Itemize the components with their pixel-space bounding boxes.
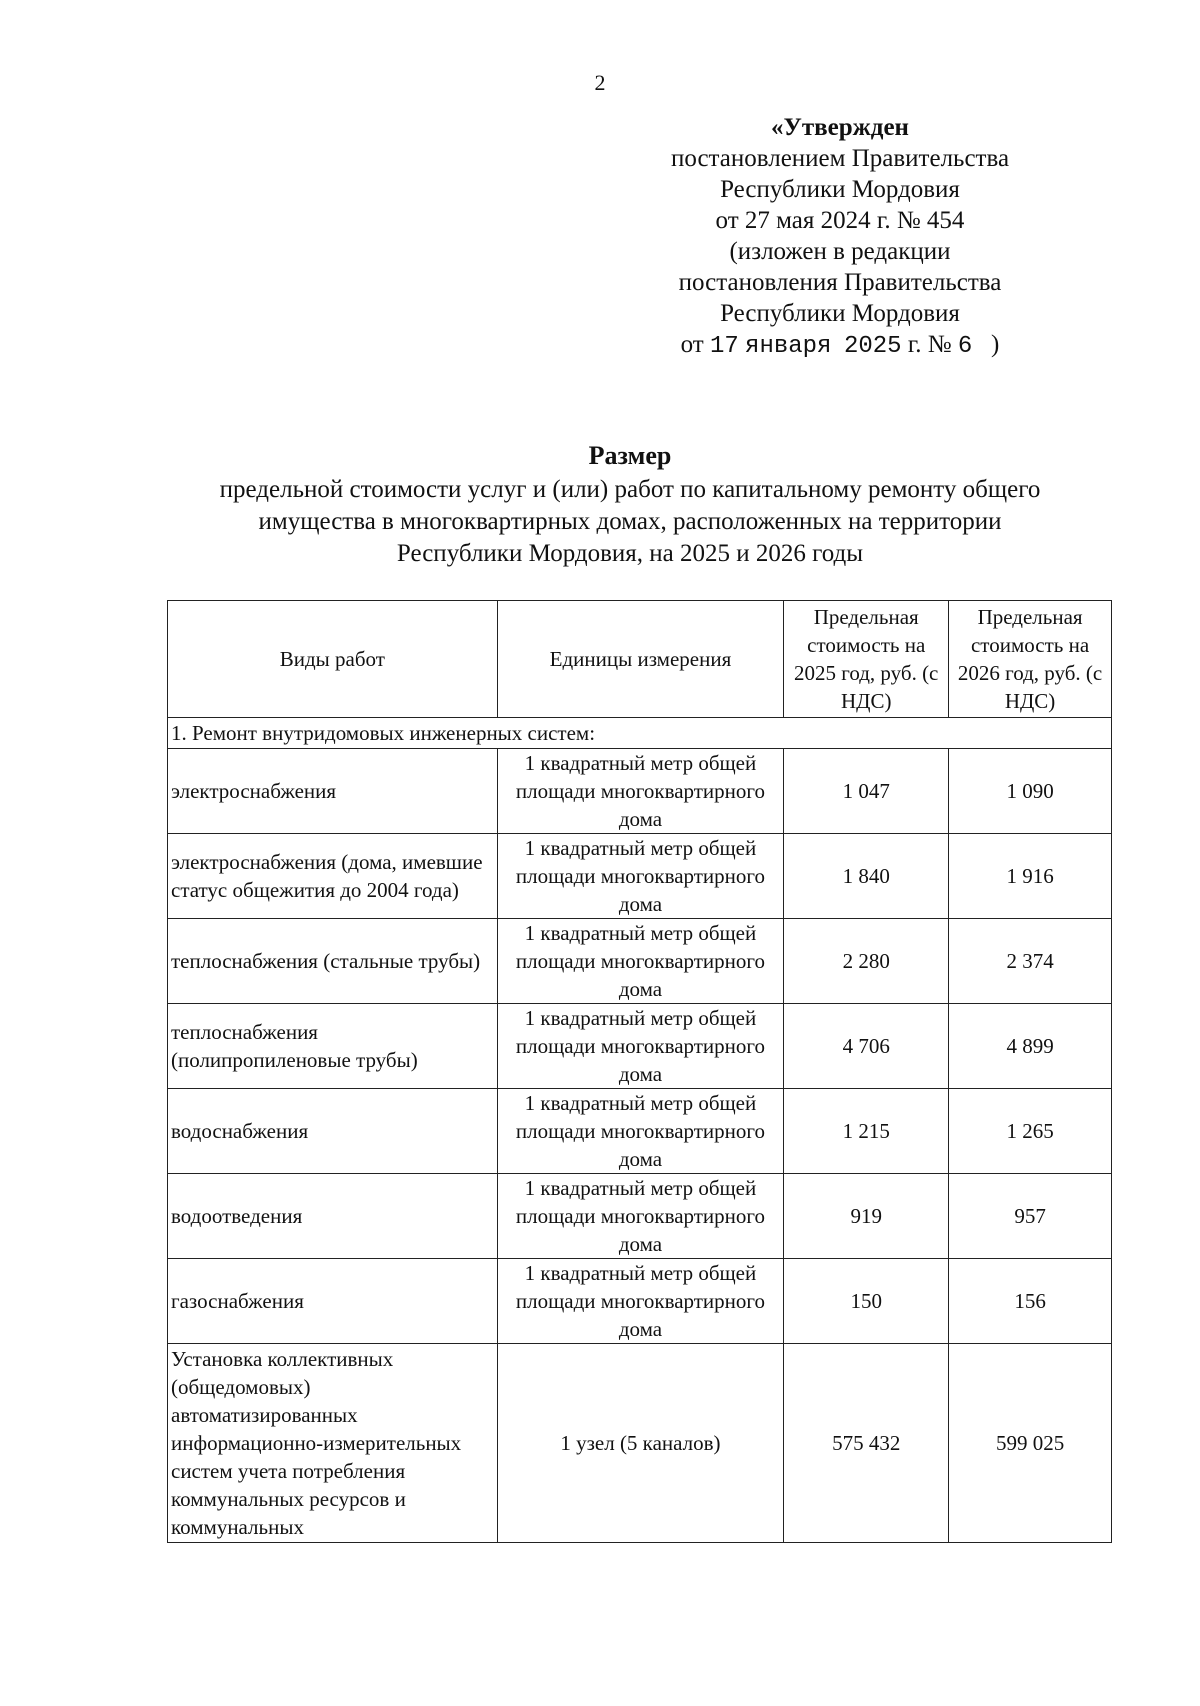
table-row [168, 834, 1112, 919]
approval-line: от 27 мая 2024 г. № 454 [715, 207, 965, 234]
cell-unit: 1 квадратный метр общей площади многоквартирного дома [497, 749, 784, 834]
cell-work-type: Установка коллективных (общедомовых) автоматизированных информационно-измерительных систем учета потребления коммунальных ресурсов и коммунальных [168, 1344, 498, 1543]
table-row [168, 1004, 1112, 1089]
cell-cost-2026: 2 374 [949, 919, 1112, 1004]
cell-work-type: водоотведения [168, 1174, 498, 1259]
cell-cost-2026: 1 916 [949, 834, 1112, 919]
cell-cost-2026: 1 265 [949, 1089, 1112, 1174]
title-heading: Размер [588, 441, 672, 470]
cell-unit: 1 квадратный метр общей площади многоквартирного дома [497, 834, 784, 919]
cell-unit: 1 узел (5 каналов) [497, 1344, 784, 1543]
table-row [168, 919, 1112, 1004]
cell-cost-2026: 156 [949, 1259, 1112, 1344]
approval-date-prefix: от [680, 331, 704, 358]
cell-cost-2026: 599 025 [949, 1344, 1112, 1543]
title-line: предельной стоимости услуг и (или) работ по капитальному ремонту общего [219, 476, 1041, 503]
approval-date-year: 2025 [843, 333, 902, 360]
cell-cost-2025: 919 [784, 1174, 949, 1259]
cell-cost-2026: 4 899 [949, 1004, 1112, 1089]
title-line: Республики Мордовия, на 2025 и 2026 годы [396, 540, 864, 567]
cell-work-type: теплоснабжения (полипропиленовые трубы) [168, 1004, 498, 1089]
approval-date-suffix: г. № [907, 331, 952, 358]
cell-unit: 1 квадратный метр общей площади многоквартирного дома [497, 1089, 784, 1174]
cell-unit: 1 квадратный метр общей площади многоквартирного дома [497, 919, 784, 1004]
section-title: 1. Ремонт внутридомовых инженерных систем: [168, 718, 1112, 749]
table-row [168, 1174, 1112, 1259]
cost-table [167, 600, 1112, 1543]
table-section-row [168, 718, 1112, 749]
header-cost-2026: Предельная стоимость на 2026 год, руб. (с НДС) [949, 601, 1112, 718]
approval-close-paren: ) [991, 331, 1000, 358]
approval-date-day: 17 [709, 333, 739, 360]
approval-line: постановлением Правительства [670, 145, 1010, 172]
cell-unit: 1 квадратный метр общей площади многоквартирного дома [497, 1174, 784, 1259]
cell-unit: 1 квадратный метр общей площади многоквартирного дома [497, 1004, 784, 1089]
cell-cost-2026: 1 090 [949, 749, 1112, 834]
document-title [140, 440, 1120, 570]
header-cost-2025: Предельная стоимость на 2025 год, руб. (с НДС) [784, 601, 949, 718]
approval-line: Республики Мордовия [720, 300, 960, 327]
cell-cost-2025: 2 280 [784, 919, 949, 1004]
cell-work-type: электроснабжения (дома, имевшие статус общежития до 2004 года) [168, 834, 498, 919]
cell-cost-2025: 150 [784, 1259, 949, 1344]
cell-work-type: газоснабжения [168, 1259, 498, 1344]
page-number: 2 [594, 70, 606, 95]
header-unit: Единицы измерения [497, 601, 784, 718]
cell-cost-2025: 4 706 [784, 1004, 949, 1089]
approval-line: постановления Правительства [678, 269, 1002, 296]
cell-cost-2026: 957 [949, 1174, 1112, 1259]
approval-block [620, 112, 1060, 362]
cell-work-type: теплоснабжения (стальные трубы) [168, 919, 498, 1004]
approval-date-month: января [745, 333, 832, 360]
header-work-type: Виды работ [168, 601, 498, 718]
approval-number: 6 [957, 333, 973, 360]
table-row [168, 1089, 1112, 1174]
table-row [168, 1259, 1112, 1344]
table-row [168, 1344, 1112, 1543]
approval-date-line [620, 329, 1060, 362]
approval-line: (изложен в редакции [729, 238, 951, 265]
table-header-row [168, 601, 1112, 718]
approval-heading: «Утвержден [771, 114, 909, 141]
title-line: имущества в многоквартирных домах, расположенных на территории [258, 508, 1002, 535]
cell-cost-2025: 1 215 [784, 1089, 949, 1174]
table-row [168, 749, 1112, 834]
cell-cost-2025: 1 047 [784, 749, 949, 834]
cell-unit: 1 квадратный метр общей площади многоквартирного дома [497, 1259, 784, 1344]
cell-work-type: водоснабжения [168, 1089, 498, 1174]
cell-cost-2025: 1 840 [784, 834, 949, 919]
approval-line: Республики Мордовия [720, 176, 960, 203]
cell-cost-2025: 575 432 [784, 1344, 949, 1543]
cell-work-type: электроснабжения [168, 749, 498, 834]
